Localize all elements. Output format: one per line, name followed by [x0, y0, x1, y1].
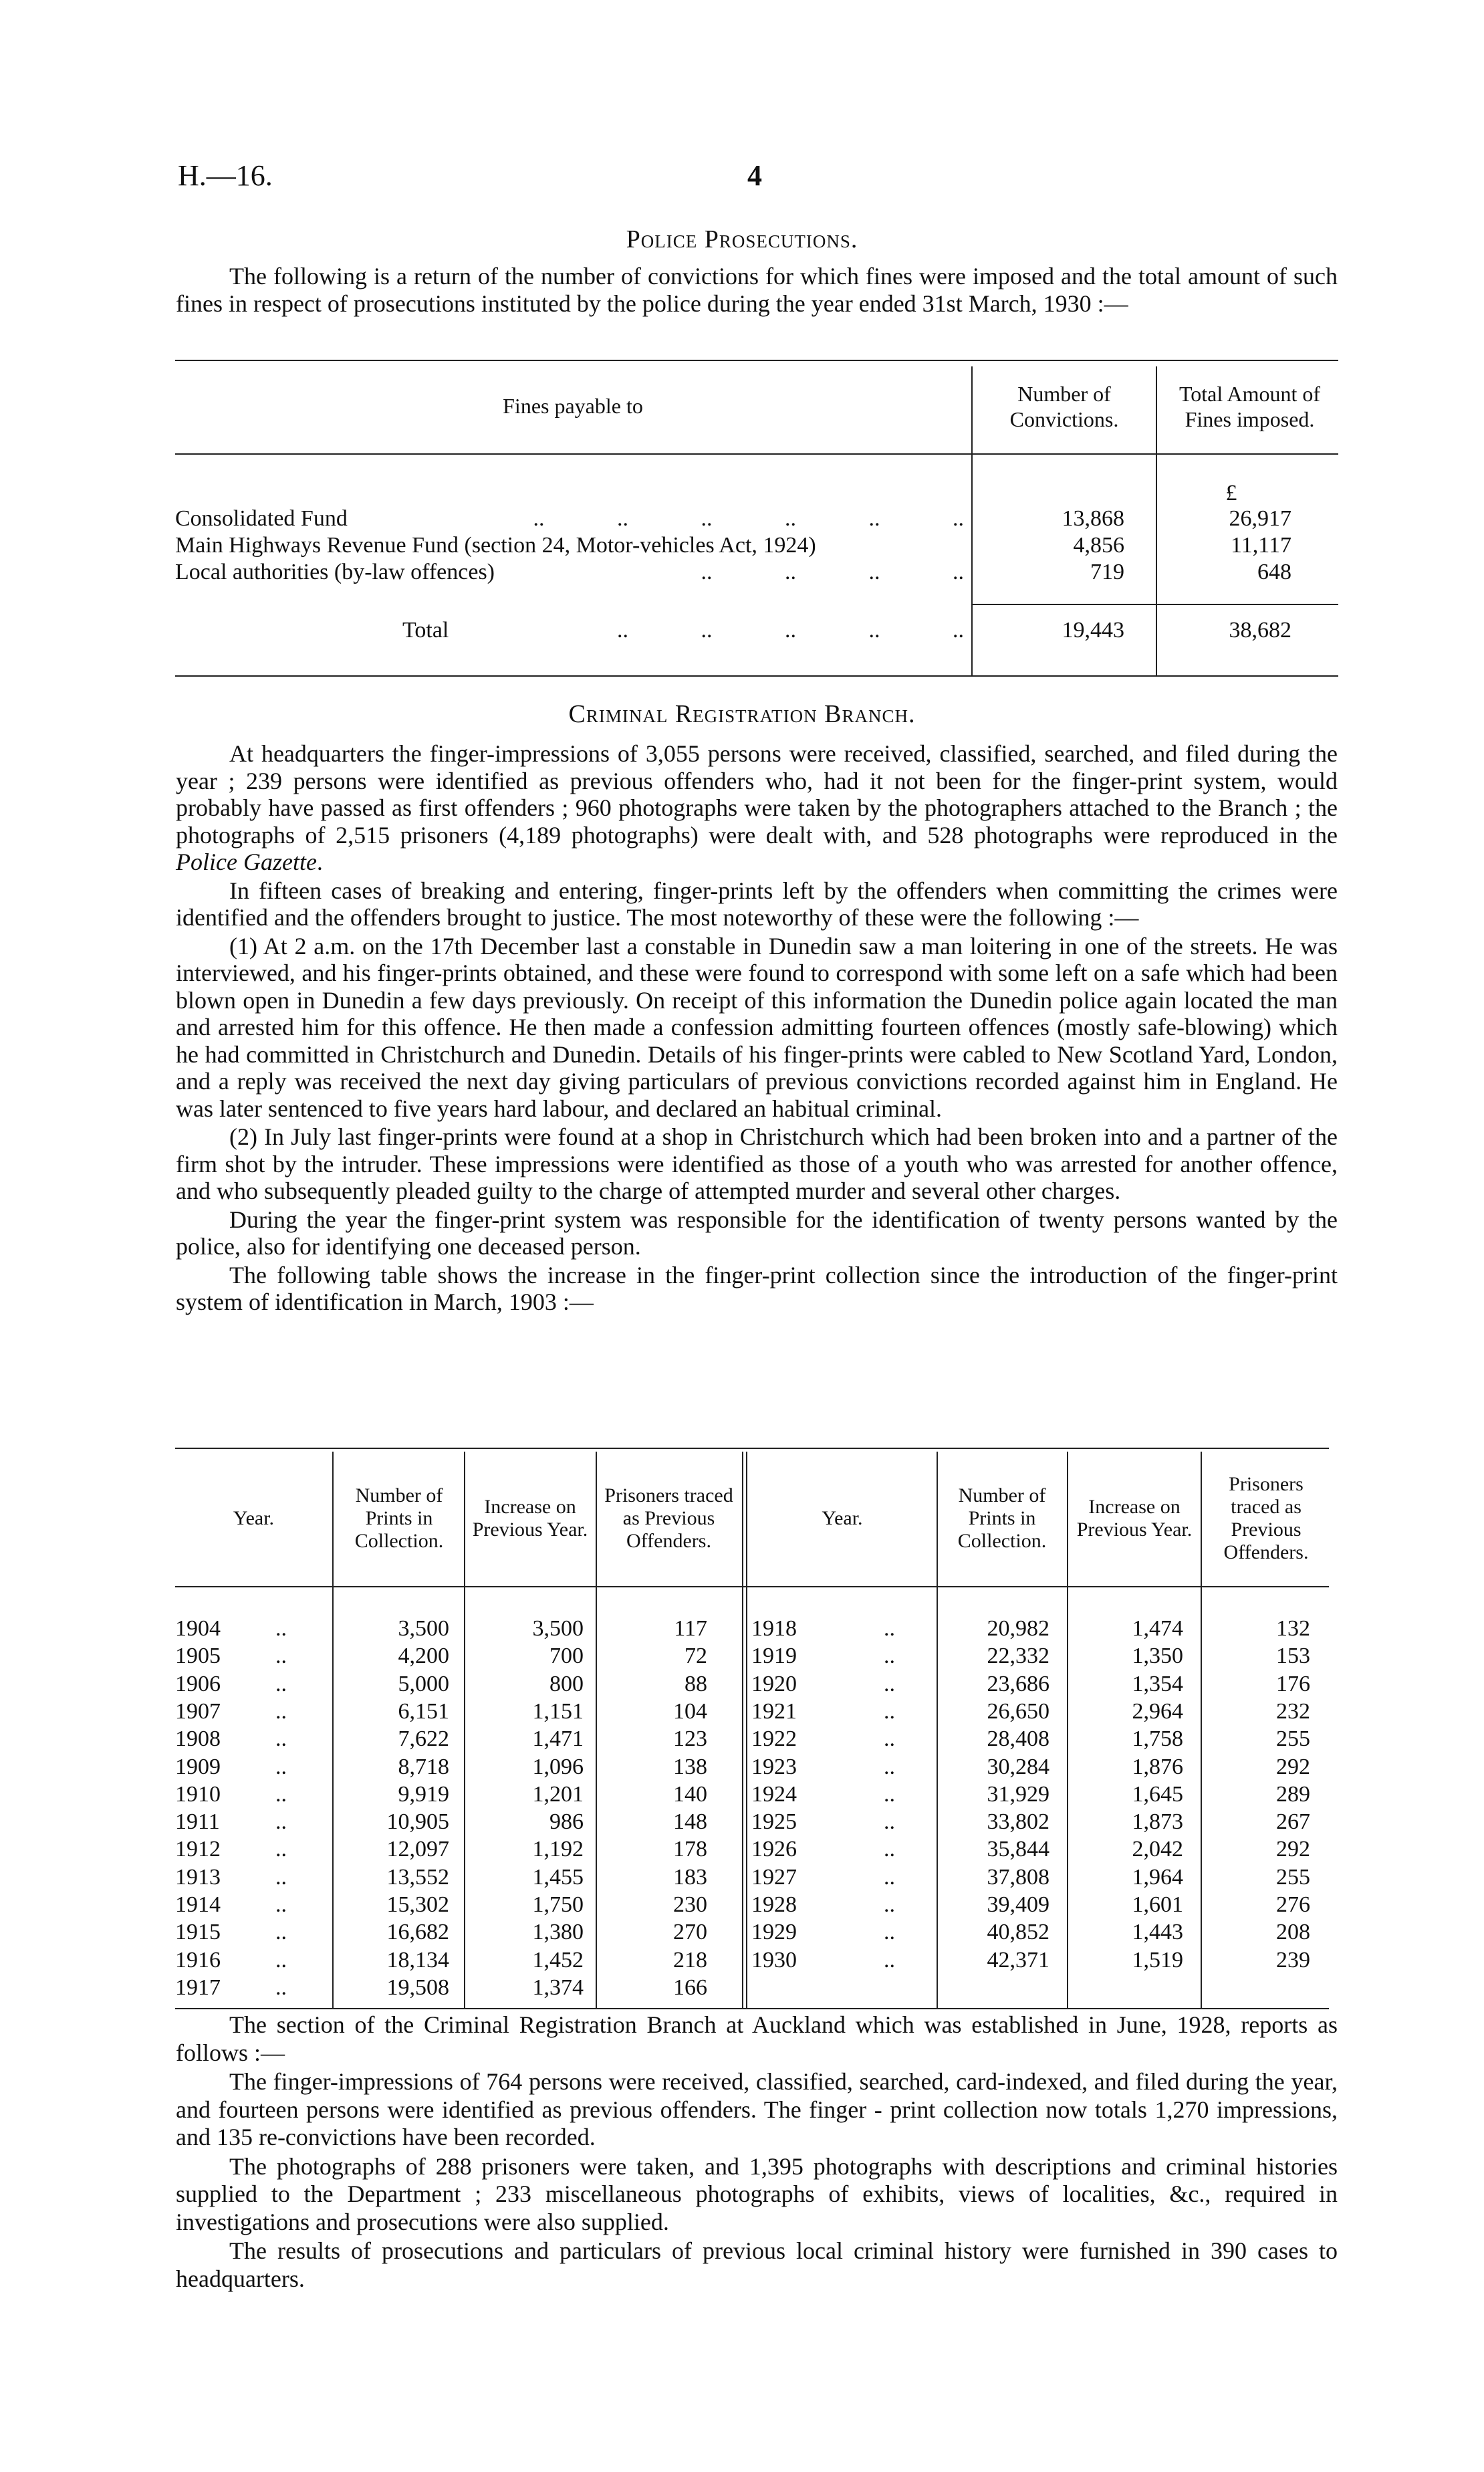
- paragraph: During the year the finger-print system was responsible for the identification of twenty persons wanted by the police, also for identifying one deceased person.: [176, 1206, 1338, 1260]
- leader-dots: ..: [884, 1644, 895, 1669]
- leader-dots: ..: [275, 1947, 287, 1973]
- column-header-total-fines: Total Amount of Fines imposed.: [1179, 382, 1321, 431]
- column-header-year: Year.: [822, 1507, 863, 1529]
- leader-dots: ..: [275, 1781, 287, 1807]
- prints-cell: 20,982: [987, 1616, 1049, 1641]
- year-cell: 1914: [175, 1892, 221, 1917]
- year-cell: 1907: [175, 1698, 221, 1724]
- prints-cell: 13,552: [386, 1864, 449, 1890]
- paragraph: The section of the Criminal Registration Branch at Auckland which was established in June, 1928, reports as follows :—: [176, 2011, 1338, 2066]
- prisoners-cell: 208: [1276, 1920, 1310, 1945]
- leader-dots: ..: [884, 1754, 895, 1779]
- year-cell: 1921: [751, 1698, 797, 1724]
- leader-dots: .. .. .. .. ..: [617, 618, 964, 643]
- year-cell: 1913: [175, 1864, 221, 1890]
- paragraph: (2) In July last finger-prints were found at a shop in Christchurch which had been broken into and a partner of the firm shot by the intruder. These impressions were identified as those of a youth who was arrested for another offence, and who subsequently pleaded guilty to the charge of attempted murder and several other charges.: [176, 1123, 1338, 1204]
- leader-dots: ..: [275, 1864, 287, 1890]
- year-cell: 1915: [175, 1920, 221, 1945]
- leader-dots: ..: [275, 1837, 287, 1862]
- increase-cell: 1,151: [532, 1698, 584, 1724]
- table-row: [175, 1864, 1329, 1891]
- prisoners-cell: 153: [1276, 1644, 1310, 1669]
- document-reference: H.—16.: [178, 159, 273, 192]
- leader-dots: ..: [884, 1892, 895, 1917]
- prisoners-cell: 88: [685, 1671, 707, 1696]
- increase-cell: 1,873: [1132, 1809, 1183, 1835]
- prisoners-cell: 255: [1276, 1864, 1310, 1890]
- prints-cell: 31,929: [987, 1781, 1049, 1807]
- page-number: 4: [747, 159, 762, 192]
- prisoners-cell: 230: [673, 1892, 707, 1917]
- leader-dots: ..: [884, 1726, 895, 1752]
- prints-cell: 7,622: [398, 1726, 449, 1752]
- increase-cell: 1,519: [1132, 1947, 1183, 1973]
- increase-cell: 1,964: [1132, 1864, 1183, 1890]
- leader-dots: ..: [884, 1671, 895, 1696]
- auckland-section-body: [176, 2011, 1338, 2294]
- increase-cell: 1,471: [532, 1726, 584, 1752]
- table-row: [175, 1753, 1329, 1781]
- year-cell: 1930: [751, 1947, 797, 1973]
- prisoners-cell: 292: [1276, 1837, 1310, 1862]
- year-cell: 1929: [751, 1920, 797, 1945]
- year-cell: 1924: [751, 1781, 797, 1807]
- leader-dots: ..: [275, 1698, 287, 1724]
- paragraph: The following table shows the increase in the finger-print collection since the introduction of the finger-print system of identification in March, 1903 :—: [176, 1261, 1338, 1315]
- increase-cell: 2,964: [1132, 1698, 1183, 1724]
- prints-cell: 8,718: [398, 1754, 449, 1779]
- publication-name: Police Gazette: [176, 849, 317, 875]
- total-fines: 38,682: [1229, 618, 1291, 643]
- table-row: [175, 1808, 1329, 1835]
- column-header-prints: Number of Prints in Collection.: [354, 1484, 444, 1552]
- prisoners-cell: 132: [1276, 1616, 1310, 1641]
- increase-cell: 1,750: [532, 1892, 584, 1917]
- table-row: [175, 1781, 1329, 1808]
- column-divider: [971, 366, 973, 675]
- prints-cell: 15,302: [386, 1892, 449, 1917]
- increase-cell: 3,500: [532, 1616, 584, 1641]
- column-header-fines-payable-to: Fines payable to: [503, 394, 643, 418]
- paragraph: In fifteen cases of breaking and entering, finger-prints left by the offenders when committing the crimes were identified and the offenders brought to justice. The most noteworthy of these were the following :—: [176, 877, 1338, 931]
- prisoners-cell: 117: [674, 1616, 707, 1641]
- leader-dots: ..: [275, 1726, 287, 1752]
- year-cell: 1911: [175, 1809, 220, 1835]
- section-title-criminal-registration: Criminal Registration Branch.: [568, 700, 916, 728]
- paragraph: At headquarters the finger-impressions of 3,055 persons were received, classified, searched, and filed during the year ; 239 persons were identified as previous offenders who, had it not been for the finger-print system, would probably have passed as first offenders ; 960 photographs were taken by the photographers attached to the Branch ; the photographs of 2,515 prisoners (4,189 photographs) were dealt with, and 528 photographs were reproduced in the Police Gazette.: [176, 740, 1338, 875]
- criminal-registration-body: [176, 740, 1338, 1317]
- prisoners-cell: 218: [673, 1947, 707, 1973]
- table-row: [175, 1835, 1329, 1863]
- intro-paragraph: The following is a return of the number of convictions for which fines were imposed and the total amount of such fines in respect of prosecutions instituted by the police during the year ended 31st March, 1930 :—: [176, 263, 1338, 317]
- leader-dots: ..: [884, 1781, 895, 1807]
- table-row: [175, 1642, 1329, 1670]
- prints-cell: 6,151: [398, 1698, 449, 1724]
- prisoners-cell: 289: [1276, 1781, 1310, 1807]
- convictions-value: 13,868: [1062, 506, 1124, 531]
- year-cell: 1922: [751, 1726, 797, 1752]
- year-cell: 1925: [751, 1809, 797, 1835]
- paragraph: The finger-impressions of 764 persons were received, classified, searched, card-indexed, and filed during the year, and fourteen persons were identified as previous offenders. The finger - print collection now totals 1,270 impressions, and 135 re-convictions have been recorded.: [176, 2068, 1338, 2150]
- increase-cell: 1,380: [532, 1920, 584, 1945]
- year-cell: 1912: [175, 1837, 221, 1862]
- prints-cell: 28,408: [987, 1726, 1049, 1752]
- prisoners-cell: 183: [673, 1864, 707, 1890]
- table-row: [175, 1670, 1329, 1698]
- prisoners-cell: 232: [1276, 1698, 1310, 1724]
- leader-dots: ..: [884, 1920, 895, 1945]
- fines-value: 26,917: [1229, 506, 1291, 531]
- year-cell: 1928: [751, 1892, 797, 1917]
- leader-dots: ..: [884, 1698, 895, 1724]
- leader-dots: ..: [884, 1616, 895, 1641]
- column-header-increase: Increase on Previous Year.: [1076, 1496, 1193, 1541]
- increase-cell: 1,455: [532, 1864, 584, 1890]
- table-row: [175, 1698, 1329, 1725]
- column-divider: [1156, 366, 1157, 675]
- prisoners-cell: 138: [673, 1754, 707, 1779]
- leader-dots: ..: [884, 1809, 895, 1835]
- prisoners-cell: 176: [1276, 1671, 1310, 1696]
- leader-dots: ..: [275, 1671, 287, 1696]
- increase-cell: 1,374: [532, 1975, 584, 2000]
- total-label: Total: [402, 618, 449, 643]
- table-rule-top: [175, 360, 1338, 361]
- table-row: [175, 1946, 1329, 1974]
- year-cell: 1906: [175, 1671, 221, 1696]
- year-cell: 1926: [751, 1837, 797, 1862]
- prisoners-cell: 104: [673, 1698, 707, 1724]
- column-header-prisoners: Prisoners traced as Previous Offenders.: [604, 1484, 733, 1552]
- increase-cell: 1,443: [1132, 1920, 1183, 1945]
- row-label: Main Highways Revenue Fund (section 24, Motor-vehicles Act, 1924): [175, 533, 816, 558]
- increase-cell: 1,201: [532, 1781, 584, 1807]
- prints-cell: 26,650: [987, 1698, 1049, 1724]
- table-row: [175, 1615, 1329, 1642]
- table-rule-bottom: [175, 2008, 1329, 2009]
- row-label: Local authorities (by-law offences): [175, 560, 495, 584]
- prints-cell: 42,371: [987, 1947, 1049, 1973]
- leader-dots: ..: [884, 1837, 895, 1862]
- convictions-value: 719: [1090, 560, 1124, 584]
- prints-cell: 30,284: [987, 1754, 1049, 1779]
- table-rule-bottom: [175, 675, 1338, 677]
- table-rule-top: [175, 1448, 1329, 1449]
- year-cell: 1919: [751, 1644, 797, 1669]
- year-cell: 1923: [751, 1754, 797, 1779]
- fines-table: [175, 360, 1338, 675]
- year-cell: 1918: [751, 1616, 797, 1641]
- leader-dots: ..: [275, 1975, 287, 2000]
- year-cell: 1909: [175, 1754, 221, 1779]
- prints-cell: 9,919: [398, 1781, 449, 1807]
- row-label: Consolidated Fund: [175, 506, 348, 531]
- prints-cell: 5,000: [398, 1671, 449, 1696]
- column-header-convictions: Number of Convictions.: [1009, 382, 1119, 431]
- fingerprint-collection-table: [175, 1448, 1329, 2009]
- prints-cell: 10,905: [386, 1809, 449, 1835]
- paragraph: The results of prosecutions and particulars of previous local criminal history were furnished in 390 cases to headquarters.: [176, 2237, 1338, 2292]
- column-header-year: Year.: [233, 1507, 275, 1529]
- leader-dots: ..: [275, 1809, 287, 1835]
- increase-cell: 1,096: [532, 1754, 584, 1779]
- increase-cell: 1,192: [532, 1837, 584, 1862]
- column-header-prisoners: Prisoners traced as Previous Offenders.: [1223, 1473, 1309, 1563]
- prints-cell: 33,802: [987, 1809, 1049, 1835]
- increase-cell: 1,758: [1132, 1726, 1183, 1752]
- column-header-prints: Number of Prints in Collection.: [957, 1484, 1047, 1552]
- leader-dots: ..: [884, 1947, 895, 1973]
- prints-cell: 16,682: [386, 1920, 449, 1945]
- fines-value: 648: [1257, 560, 1291, 584]
- prisoners-cell: 267: [1276, 1809, 1310, 1835]
- increase-cell: 1,354: [1132, 1671, 1183, 1696]
- prisoners-cell: 292: [1276, 1754, 1310, 1779]
- prints-cell: 22,332: [987, 1644, 1049, 1669]
- prisoners-cell: 123: [673, 1726, 707, 1752]
- paragraph: The photographs of 288 prisoners were taken, and 1,395 photographs with descriptions and criminal histories supplied to the Department ; 233 miscellaneous photographs of exhibits, views of localities, &c., required in investigations and prosecutions were also supplied.: [176, 2152, 1338, 2235]
- increase-cell: 1,876: [1132, 1754, 1183, 1779]
- leader-dots: ..: [884, 1864, 895, 1890]
- prints-cell: 35,844: [987, 1837, 1049, 1862]
- leader-dots: ..: [275, 1920, 287, 1945]
- section-title-police-prosecutions: Police Prosecutions.: [626, 225, 858, 253]
- police-prosecutions-intro: [176, 263, 1338, 318]
- year-cell: 1904: [175, 1616, 221, 1641]
- year-cell: 1917: [175, 1975, 221, 2000]
- prisoners-cell: 276: [1276, 1892, 1310, 1917]
- prisoners-cell: 239: [1276, 1947, 1310, 1973]
- year-cell: 1908: [175, 1726, 221, 1752]
- prints-cell: 18,134: [386, 1947, 449, 1973]
- prisoners-cell: 166: [673, 1975, 707, 2000]
- table-row: [175, 1918, 1329, 1946]
- prisoners-cell: 178: [673, 1837, 707, 1862]
- table-rule-header: [175, 453, 1338, 455]
- prints-cell: 4,200: [398, 1644, 449, 1669]
- increase-cell: 2,042: [1132, 1837, 1183, 1862]
- prisoners-cell: 148: [673, 1809, 707, 1835]
- prints-cell: 12,097: [386, 1837, 449, 1862]
- table-row: [175, 1891, 1329, 1918]
- prints-cell: 3,500: [398, 1616, 449, 1641]
- prints-cell: 37,808: [987, 1864, 1049, 1890]
- prisoners-cell: 255: [1276, 1726, 1310, 1752]
- prints-cell: 40,852: [987, 1920, 1049, 1945]
- increase-cell: 800: [549, 1671, 584, 1696]
- prisoners-cell: 72: [685, 1644, 707, 1669]
- leader-dots: ..: [275, 1754, 287, 1779]
- increase-cell: 700: [549, 1644, 584, 1669]
- leader-dots: ..: [275, 1644, 287, 1669]
- fines-value: 11,117: [1231, 533, 1291, 558]
- year-cell: 1916: [175, 1947, 221, 1973]
- leader-dots: .. .. .. ..: [701, 560, 964, 584]
- leader-dots: .. .. .. .. .. ..: [533, 506, 964, 531]
- table-row: [175, 1974, 1329, 2001]
- table-rule-total: [972, 604, 1338, 605]
- increase-cell: 986: [549, 1809, 584, 1835]
- convictions-value: 4,856: [1073, 533, 1124, 558]
- paragraph: (1) At 2 a.m. on the 17th December last a constable in Dunedin saw a man loitering in one of the streets. He was interviewed, and his finger-prints obtained, and these were found to correspond with some left on a safe which had been blown open in Dunedin a few days previously. On receipt of this information the Dunedin police again located the man and arrested him for this offence. He then made a confession admitting fourteen offences (mostly safe-blowing) which he had committed in Christchurch and Dunedin. Details of his finger-prints were cabled to New Scotland Yard, London, and a reply was received the next day giving particulars of previous convictions recorded against him in England. He was later sentenced to five years hard labour, and declared an habitual criminal.: [176, 932, 1338, 1122]
- increase-cell: 1,601: [1132, 1892, 1183, 1917]
- prints-cell: 23,686: [987, 1671, 1049, 1696]
- increase-cell: 1,452: [532, 1947, 584, 1973]
- table-rule-header: [175, 1586, 1329, 1587]
- leader-dots: ..: [275, 1892, 287, 1917]
- increase-cell: 1,645: [1132, 1781, 1183, 1807]
- prisoners-cell: 140: [673, 1781, 707, 1807]
- leader-dots: ..: [275, 1616, 287, 1641]
- year-cell: 1920: [751, 1671, 797, 1696]
- prints-cell: 19,508: [386, 1975, 449, 2000]
- table-row: [175, 1725, 1329, 1753]
- year-cell: 1927: [751, 1864, 797, 1890]
- currency-symbol: £: [1225, 481, 1237, 505]
- increase-cell: 1,350: [1132, 1644, 1183, 1669]
- year-cell: 1905: [175, 1644, 221, 1669]
- prisoners-cell: 270: [673, 1920, 707, 1945]
- column-header-increase: Increase on Previous Year.: [472, 1496, 588, 1541]
- year-cell: 1910: [175, 1781, 221, 1807]
- total-convictions: 19,443: [1062, 618, 1124, 643]
- prints-cell: 39,409: [987, 1892, 1049, 1917]
- increase-cell: 1,474: [1132, 1616, 1183, 1641]
